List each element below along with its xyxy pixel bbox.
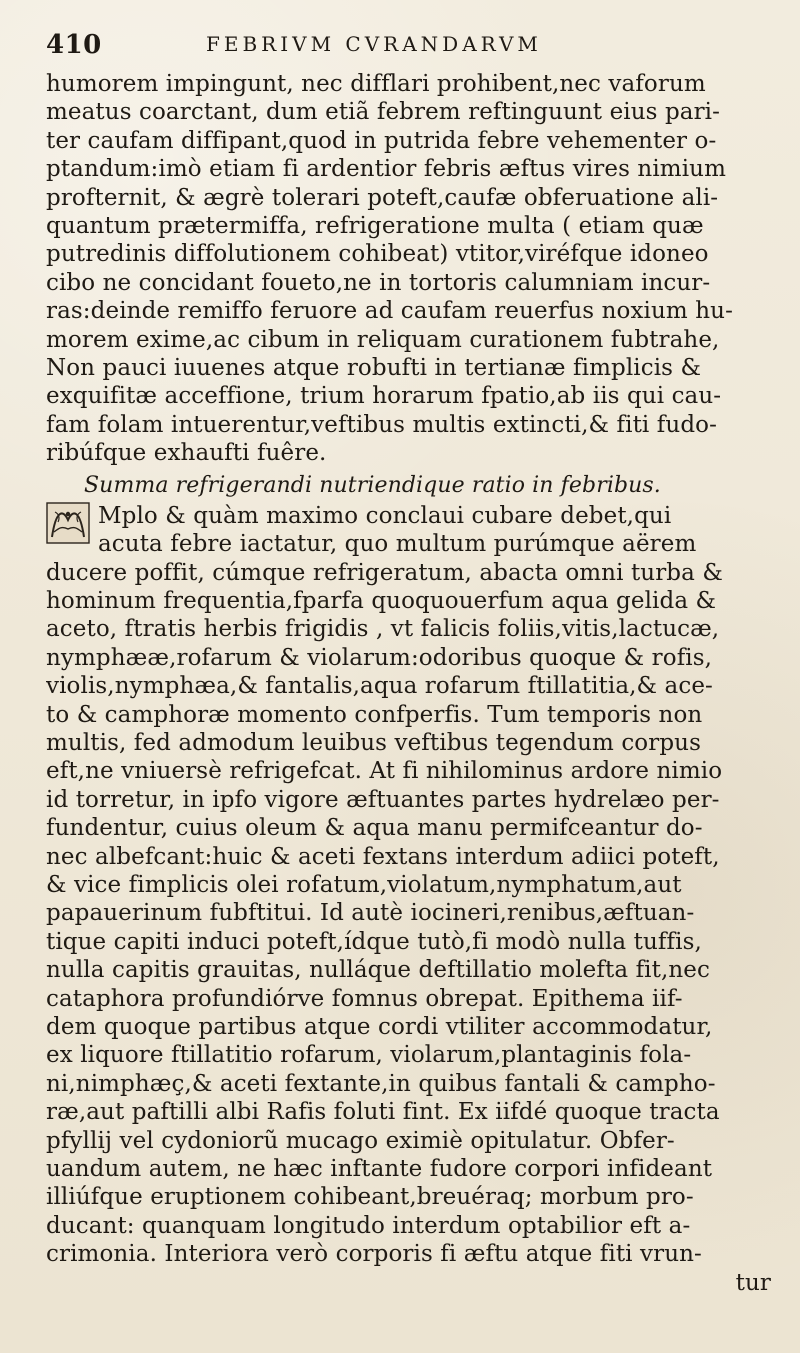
text-line: pfyllij vel cydoniorũ mucago eximiè opitulatur. Obfer- (46, 1127, 675, 1154)
text-line: nymphææ,rofarum & violarum:odoribus quoque & rofis, (46, 644, 713, 671)
text-line: hominum frequentia,fparfa quoquouerfum aqua gelida & (46, 587, 717, 614)
text-line: ex liquore ftillatitio rofarum, violarum,plantaginis fola- (46, 1042, 692, 1069)
text-line: dem quoque partibus atque cordi vtiliter accommodatur, (46, 1014, 713, 1040)
text-line: fundentur, cuius oleum & aqua manu permifceantur do- (46, 815, 703, 842)
decorated-initial-icon (46, 502, 90, 544)
section-heading: Summa refrigerandi nutriendique ratio in febribus. (84, 472, 661, 498)
text-line: ducant: quanquam longitudo interdum optabilior eft a- (46, 1212, 691, 1239)
text-line: Mplo & quàm maximo conclaui cubare debet,qui (98, 502, 672, 529)
text-line: morem exime,ac cibum in reliquam curationem fubtrahe, (46, 326, 720, 353)
text-line: crimonia. Interiora verò corporis fi æftu atque fiti vrun- (46, 1241, 702, 1268)
text-line: fam folam intuerentur,veftibus multis extincti,& fiti fudo- (46, 411, 717, 438)
text-line: ras:deinde remiffo feruore ad caufam reuerfus noxium hu- (46, 298, 733, 325)
initial-text-lines (98, 502, 771, 559)
running-head-title: FEBRIVM CVRANDARVM (206, 32, 542, 56)
text-line: id torretur, in ipfo vigore æftuantes partes hydrelæo per- (46, 786, 720, 813)
text-line: multis, fed admodum leuibus veftibus tegendum corpus (46, 729, 701, 756)
running-head (46, 30, 774, 64)
text-line: ducere poffit, cúmque refrigeratum, abacta omni turba & (46, 559, 723, 586)
catchword: tur (735, 1269, 771, 1296)
text-line: uandum autem, ne hæc inftante fudore corpori infideant (46, 1156, 713, 1183)
text-line: ni,nimphæç,& aceti fextante,in quibus fantali & campho- (46, 1070, 716, 1097)
text-line: acuta febre iactatur, quo multum purúmque aërem (98, 531, 697, 558)
text-line: humorem impingunt, nec difflari prohibent,nec vaforum (46, 71, 706, 97)
text-line: ptandum:imò etiam fi ardentior febris æftus vires nimium (46, 156, 726, 183)
text-line: illiúfque eruptionem cohibeant,breuéraq; morbum pro- (46, 1184, 694, 1211)
text-line: nulla capitis grauitas, nulláque deftillatio molefta fit,nec (46, 957, 710, 984)
text-line: tique capiti induci poteft,ídque tutò,fi modò nulla tuffis, (46, 928, 702, 955)
text-line: Non pauci iuuenes atque robufti in tertianæ fimplicis & (46, 355, 702, 382)
text-line: eft,ne vniuersè refrigefcat. At fi nihilominus ardore nimio (46, 758, 723, 785)
decorated-paragraph-start (46, 502, 771, 559)
text-line: to & camphoræ momento confperfis. Tum temporis non (46, 701, 703, 728)
text-line: quantum prætermiffa, refrigeratione multa ( etiam quæ (46, 213, 704, 240)
text-line: aceto, ftratis herbis frigidis , vt falicis foliis,vitis,lactucæ, (46, 616, 720, 643)
main-text (46, 70, 771, 1297)
text-line: cataphora profundiórve fomnus obrepat. Epithema iif- (46, 985, 683, 1012)
text-line: putredinis diffolutionem cohibeat) vtitor,viréfque idoneo (46, 241, 709, 268)
text-line: ræ,aut paftilli albi Rafis foluti fint. Ex iifdé quoque tracta (46, 1099, 720, 1126)
text-line: & vice fimplicis olei rofatum,violatum,nymphatum,aut (46, 871, 682, 898)
text-line: ribúfque exhaufti fuêre. (46, 440, 327, 467)
text-line: exquifitæ acceffione, trium horarum fpatio,ab iis qui cau- (46, 383, 722, 410)
text-line: ter caufam diffipant,quod in putrida febre vehementer o- (46, 127, 717, 154)
text-line: meatus coarctant, dum etiã febrem reftinguunt eius pari- (46, 99, 721, 126)
text-line: nec albefcant:huic & aceti fextans interdum adiici poteft, (46, 843, 720, 870)
page-number: 410 (46, 30, 102, 60)
text-line: papauerinum fubftitui. Id autè iocineri,renibus,æftuan- (46, 900, 695, 927)
text-line: profternit, & ægrè tolerari poteft,caufæ obferuatione ali- (46, 184, 719, 211)
text-line: violis,nymphæa,& fantalis,aqua rofarum ftillatitia,& ace- (46, 673, 713, 700)
text-line: cibo ne concidant foueto,ne in tortoris calumniam incur- (46, 269, 711, 296)
